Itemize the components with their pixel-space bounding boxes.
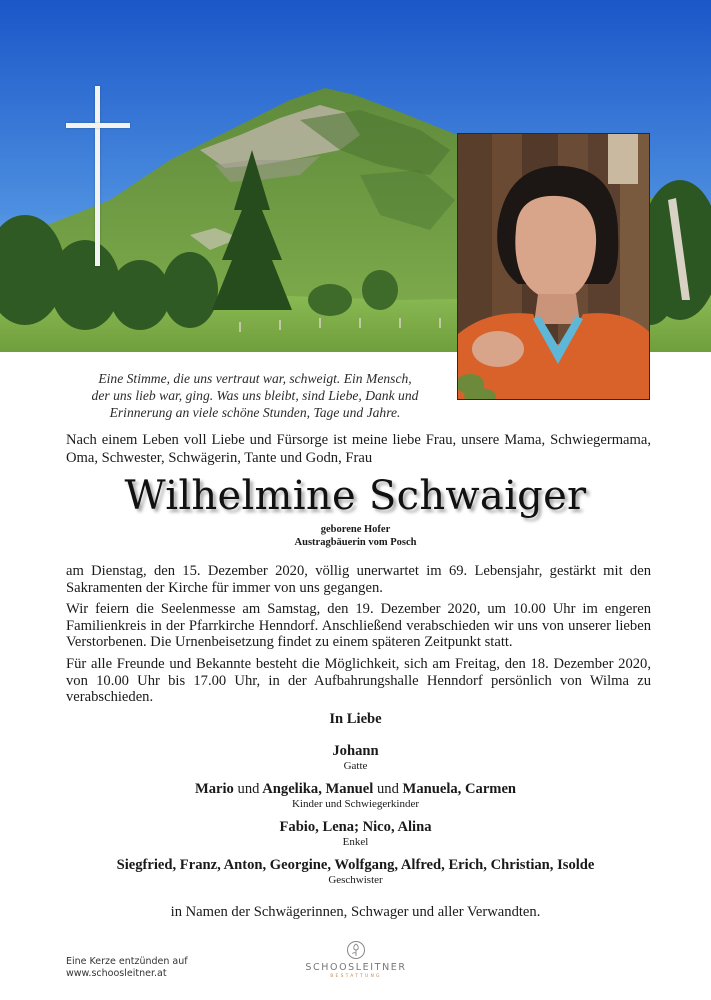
farewell-paragraph: Für alle Freunde und Bekannte besteht die Möglichkeit, sich am Freitag, den 18. Dezember 2020, von 10.00 Uhr bis 17.00 Uhr, in der Aufbahrungshalle Henndorf persönlich von Wilma zu verabschieden. (66, 656, 651, 705)
child-name: Angelika, Manuel (262, 781, 374, 797)
children-names (0, 781, 711, 798)
occupation: Austragbäuerin vom Posch (294, 537, 417, 548)
child-name: Manuela, Carmen (402, 781, 517, 797)
conjunction: und (377, 781, 399, 797)
funeral-mass-paragraph: Wir feiern die Seelenmesse am Samstag, den 19. Dezember 2020, um 10.00 Uhr im engeren Familienkreis in der Pfarrkirche Henndorf. Anschließend verabschieden wir uns von unserer lieben Verstorbenen. Die Urnenbeisetzung findet zu einem späteren Zeitpunkt statt. (66, 601, 651, 650)
intro-text: Nach einem Leben voll Liebe und Fürsorge ist meine liebe Frau, unsere Mama, Schwiegermama, Oma, Schwester, Schwägerin, Tante und Godn, Frau (66, 432, 651, 466)
spouse-role: Gatte (343, 760, 368, 772)
closing-line: in Namen der Schwägerinnen, Schwager und aller Verwandten. (170, 904, 541, 920)
grandchildren-role: Enkel (342, 836, 369, 848)
death-notice-paragraph: am Dienstag, den 15. Dezember 2020, völlig unerwartet im 69. Lebensjahr, gestärkt mit den Sakramenten der Kirche für immer von uns gegangen. (66, 563, 651, 596)
birth-name: geborene Hofer (320, 524, 391, 535)
conjunction: und (237, 781, 260, 797)
quote-line: Erinnerung an viele schöne Stunden, Tage und Jahre. (109, 405, 401, 420)
grandchildren-names: Fabio, Lena; Nico, Alina (279, 819, 432, 835)
spouse-name: Johann (332, 743, 379, 759)
deceased-name: Wilhelmine Schwaiger (124, 473, 587, 519)
cross-icon (66, 86, 130, 266)
rose-logo-icon (346, 940, 366, 960)
memorial-quote (60, 370, 450, 421)
funeral-home-logo (300, 940, 412, 979)
child-name: Mario (194, 781, 234, 797)
children-role: Kinder und Schwiegerkinder (291, 798, 420, 810)
quote-line: Eine Stimme, die uns vertraut war, schweigt. Ein Mensch, (98, 371, 412, 386)
candle-notice (66, 956, 188, 980)
siblings-names: Siegfried, Franz, Anton, Georgine, Wolfgang, Alfred, Erich, Christian, Isolde (116, 857, 595, 873)
candle-text: Eine Kerze entzünden auf (66, 956, 188, 967)
logo-name: SCHOOSLEITNER (305, 962, 407, 973)
portrait-photo (457, 133, 650, 400)
quote-line: der uns lieb war, ging. Was uns bleibt, sind Liebe, Dank und (91, 388, 419, 403)
logo-subtitle: BESTATTUNG (330, 974, 382, 979)
mourners-heading: In Liebe (329, 711, 382, 727)
website-link[interactable]: www.schoosleitner.at (66, 968, 167, 979)
siblings-role: Geschwister (328, 874, 383, 886)
